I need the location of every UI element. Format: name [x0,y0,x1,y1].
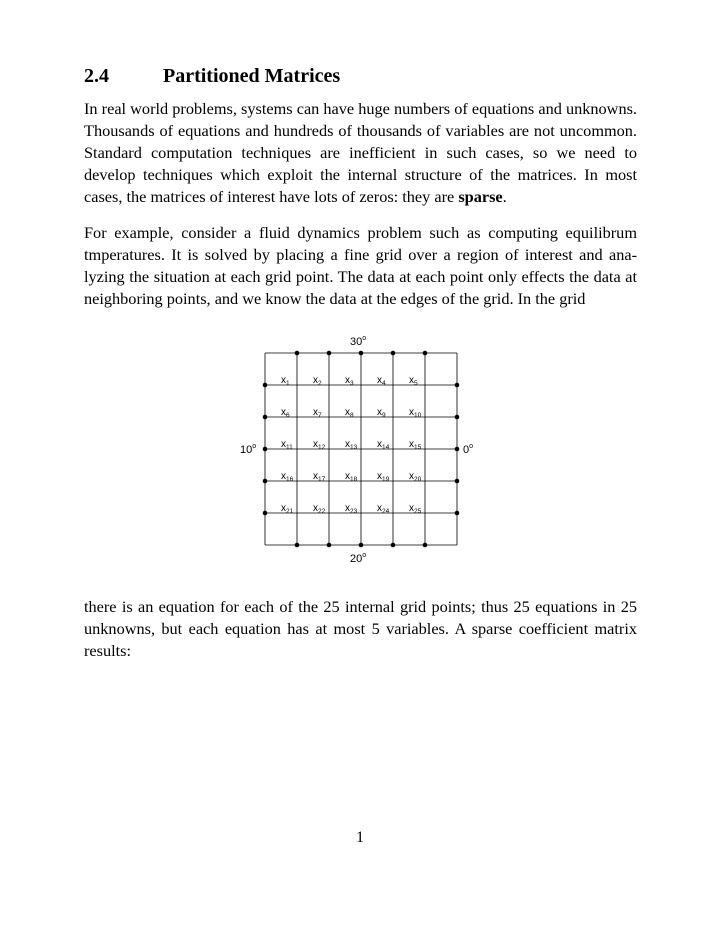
paragraph-fluid-example: For example, consider a fluid dynamics problem such as computing equilibrum tmperatures. It is solved by placing a fine grid over a region of interest and analyzing the situation at each grid point. The data at each point only effects the data at neighboring points, and we know the data at the edges of the grid. In the grid [84,223,637,308]
grid-variable-label: $x_6$ [281,407,290,419]
grid-lines [265,353,457,545]
right-temperature-label: 0$^o$ [463,443,474,456]
top-temperature-label: 30$^o$ [350,335,367,348]
boundary-node [455,447,460,452]
grid-variable-label: $x_{14}$ [377,439,390,451]
boundary-node [455,415,460,420]
grid-variable-label: $x_9$ [377,407,386,419]
section-number: 2.4 [84,65,109,87]
boundary-node [423,543,428,548]
grid-variable-label: $x_{24}$ [377,503,390,515]
grid-variable-label: $x_3$ [345,375,354,387]
boundary-node [263,479,268,484]
boundary-node [359,543,364,548]
grid-variable-label: $x_{22}$ [313,503,326,515]
grid-variable-label: $x_1$ [281,375,290,387]
grid-variable-label: $x_{23}$ [345,503,358,515]
grid-variable-label: $x_{16}$ [281,471,294,483]
boundary-node [263,447,268,452]
grid-variable-label: $x_2$ [313,375,322,387]
boundary-node [263,383,268,388]
grid-variable-label: $x_{21}$ [281,503,294,515]
boundary-node [263,415,268,420]
boundary-node [327,543,332,548]
grid-variable-label: $x_5$ [409,375,418,387]
boundary-node [263,511,268,516]
grid-variable-label: $x_{19}$ [377,471,390,483]
grid-variable-label: $x_8$ [345,407,354,419]
grid-variable-label: $x_{20}$ [409,471,422,483]
grid-variable-label: $x_{18}$ [345,471,358,483]
paragraph-equations-result: there is an equation for each of the 25 internal grid points; thus 25 equations in 25 unknowns, but each equation has at most 5 variables. A sparse coefficient matrix results: [84,597,637,660]
grid-variable-label: $x_{15}$ [409,439,422,451]
left-temperature-label: 10$^o$ [240,443,257,456]
boundary-node [455,383,460,388]
grid-variable-label: $x_4$ [377,375,386,387]
grid-variable-label: $x_{25}$ [409,503,422,515]
paragraph-1-end: . [502,187,507,206]
sparse-term: sparse [458,187,503,206]
boundary-node [295,543,300,548]
boundary-node [455,479,460,484]
grid-variable-label: $x_{10}$ [409,407,422,419]
grid-variable-label: $x_{12}$ [313,439,326,451]
temperature-grid-figure [220,328,500,568]
grid-diagram [220,328,500,568]
boundary-node [327,351,332,356]
boundary-node [391,351,396,356]
grid-variable-label: $x_{13}$ [345,439,358,451]
grid-variable-label: $x_{17}$ [313,471,326,483]
grid-variable-label: $x_{11}$ [281,439,293,451]
boundary-node [391,543,396,548]
section-title: Partitioned Matrices [163,65,341,87]
grid-variable-label: $x_7$ [313,407,322,419]
boundary-node [359,351,364,356]
paragraph-sparse-intro [84,98,637,208]
boundary-node [423,351,428,356]
paragraph-1-text: In real world problems, systems can have huge numbers of equations and unknowns. Thousands of equations and hundreds of thousands of variables are not uncommon. Standard computation techniques are inefficient in such cases, so we need to develop techniques which exploit the internal structure of the matrices. In most cases, the matrices of interest have lots of zeros: they are [84,99,637,206]
boundary-node [295,351,300,356]
bottom-temperature-label: 20$^o$ [350,552,367,565]
section-heading [84,64,340,88]
boundary-node [455,511,460,516]
grid-variable-labels [281,375,422,515]
page-number: 1 [356,829,364,846]
